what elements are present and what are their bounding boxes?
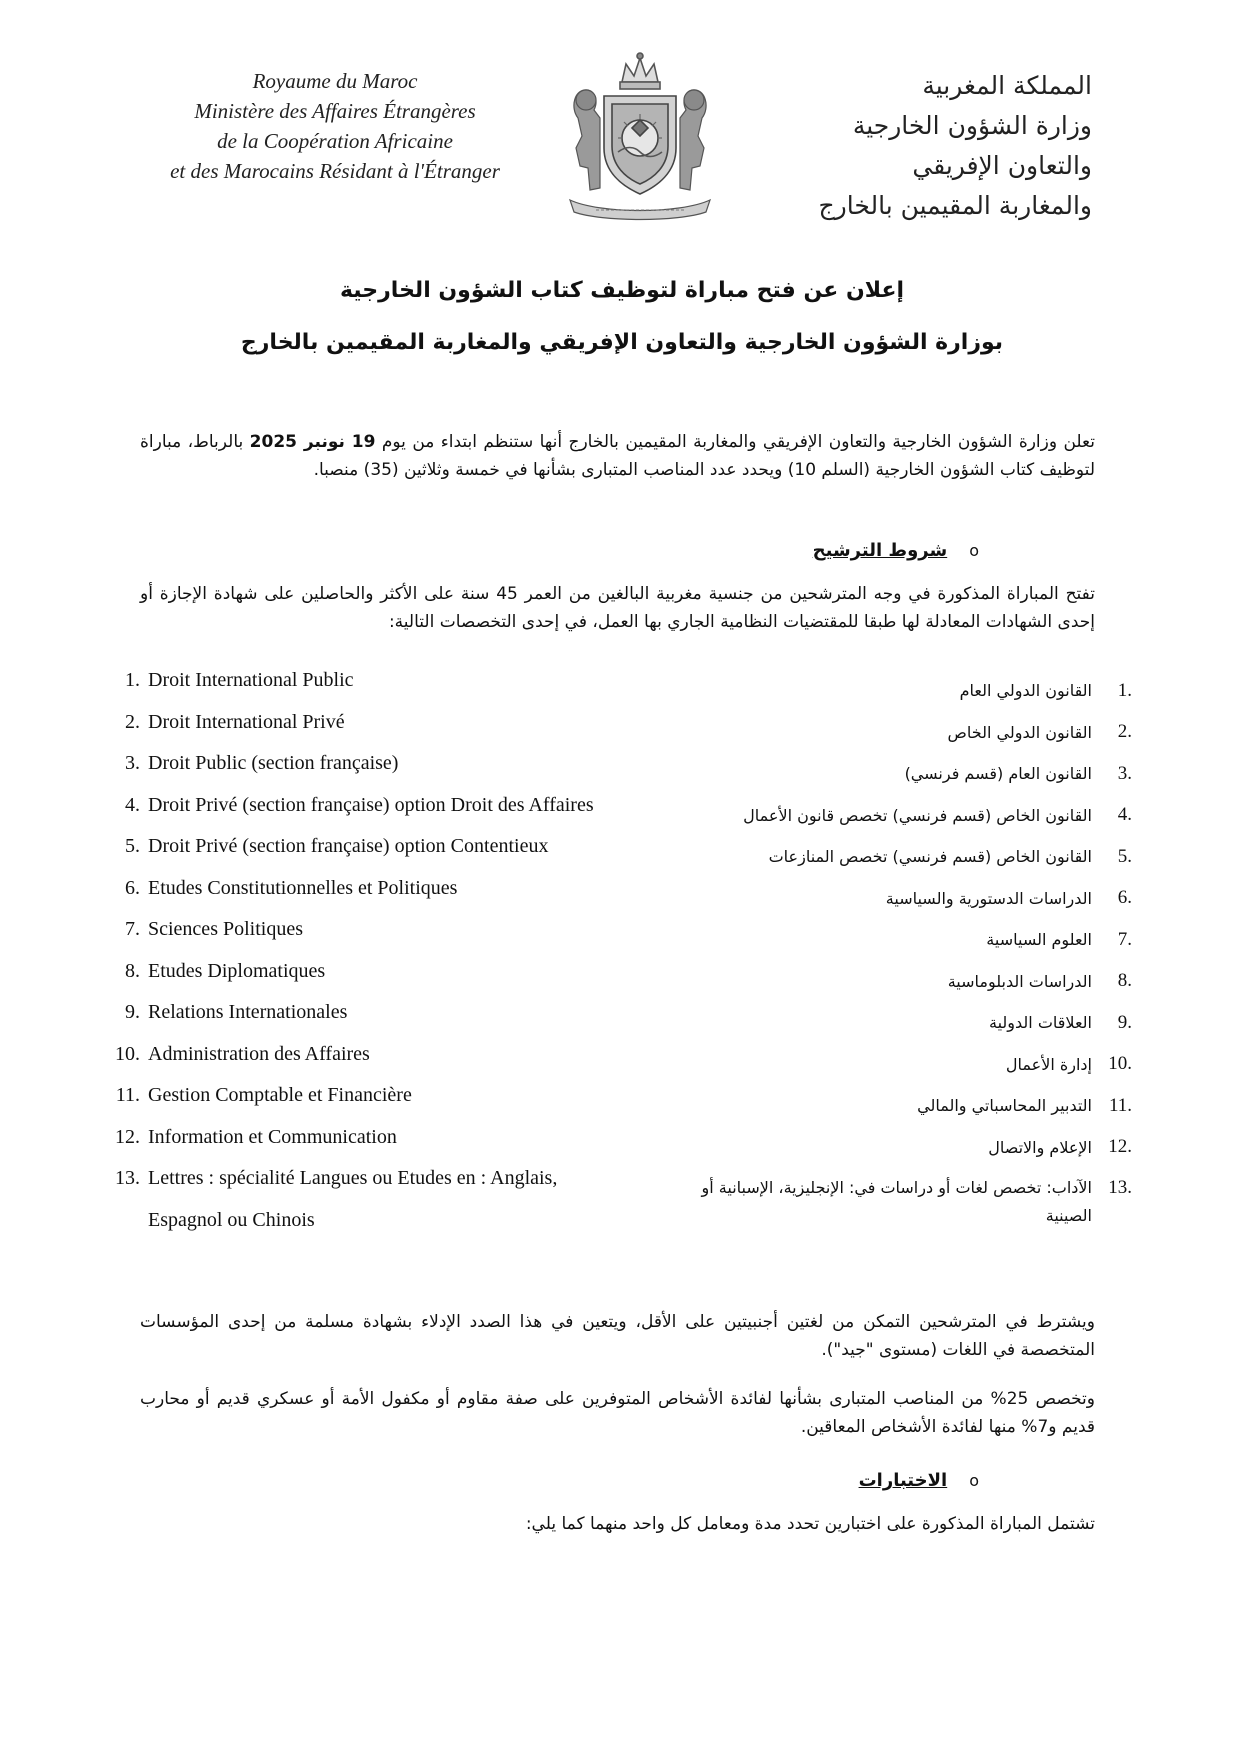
header-fr-line-1: Royaume du Maroc	[252, 69, 418, 93]
specialties-list-arabic	[692, 670, 1132, 1230]
list-item	[692, 1127, 1132, 1169]
tests-heading	[859, 1470, 979, 1491]
list-item	[692, 961, 1132, 1003]
list-item	[98, 1075, 618, 1117]
announcement-title-line-1: إعلان عن فتح مباراة لتوظيف كتاب الشؤون الخارجية	[339, 278, 905, 303]
list-item	[98, 743, 618, 785]
list-item	[98, 702, 618, 744]
list-item-label: إدارة الأعمال	[1005, 1054, 1092, 1074]
specialties-list-french	[98, 660, 618, 1241]
list-item-number: .13	[1108, 1177, 1132, 1198]
list-item-label: Etudes Constitutionnelles et Politiques	[148, 876, 458, 899]
list-item	[692, 1174, 1132, 1230]
header-fr-line-2: Ministère des Affaires Étrangères	[194, 99, 476, 123]
intro-part-2: بالرباط، مباراة لتوظيف كتاب الشؤون الخارجية (السلم 10) ويحدد عدد المناصب المتبارى بشأنها في خمسة وثلاثين (35) منصبا.	[140, 432, 1095, 480]
list-item-label: القانون الدولي العام	[959, 681, 1092, 701]
list-item	[98, 951, 618, 993]
header-ar-line-2: وزارة الشؤون الخارجية	[852, 111, 1092, 140]
list-item	[98, 1034, 618, 1076]
list-item-label: Droit International Public	[148, 669, 354, 691]
list-item-label: القانون الخاص (قسم فرنسي) تخصص المنازعات	[768, 847, 1092, 867]
list-item-label: Relations Internationales	[148, 1001, 348, 1023]
list-item-label: Etudes Diplomatiques	[148, 959, 326, 982]
list-item	[98, 868, 618, 910]
list-item	[692, 753, 1132, 795]
list-item-label: القانون العام (قسم فرنسي)	[904, 764, 1092, 784]
list-item-label: التدبير المحاسباتي والمالي	[917, 1096, 1092, 1116]
list-item-label: العلاقات الدولية	[989, 1013, 1092, 1033]
header-ar-line-4: والمغاربة المقيمين بالخارج	[818, 191, 1092, 220]
list-item-number: 4.	[125, 793, 140, 816]
list-item	[692, 836, 1132, 878]
conditions-heading-text: شروط الترشيح	[812, 540, 948, 561]
conditions-heading	[813, 540, 979, 561]
list-item	[692, 878, 1132, 920]
moroccan-coat-of-arms-icon	[560, 48, 720, 223]
list-item-number: 12.	[115, 1125, 140, 1148]
announcement-title-line-2: بوزارة الشؤون الخارجية والتعاون الإفريقي والمغاربة المقيمين بالخارج	[240, 330, 1004, 355]
header-french-block	[150, 66, 520, 186]
list-item-number: 1.	[125, 669, 140, 691]
conditions-paragraph: تفتح المباراة المذكورة في وجه المترشحين من جنسية مغربية البالغين من العمر 45 سنة على الأكثر والحاصلين على شهادة الإجازة أو إحدى الشهادات المعادلة لها طبقا للمقتضيات النظامية الجاري بها العمل، في إحدى التخصصات التالية:	[140, 584, 1096, 632]
list-item-number: .11	[1108, 1094, 1132, 1116]
intro-paragraph	[140, 428, 1095, 484]
list-item	[692, 1002, 1132, 1044]
list-item	[692, 1044, 1132, 1086]
list-item-number: 8.	[125, 959, 140, 982]
list-item-label: Sciences Politiques	[148, 918, 303, 940]
list-item-label: الإعلام والاتصال	[988, 1137, 1092, 1157]
list-item-label: Droit Privé (section française) option Droit des Affaires	[148, 793, 594, 816]
list-item-number: .5	[1117, 845, 1132, 867]
list-item-number: 13.	[115, 1167, 140, 1189]
list-item-label: Droit International Privé	[148, 710, 345, 733]
list-item	[692, 919, 1132, 961]
tests-heading-text: الاختبارات	[858, 1470, 948, 1491]
header-ar-line-1: المملكة المغربية	[922, 71, 1092, 100]
list-item-number: 3.	[125, 752, 140, 774]
intro-part-1: تعلن وزارة الشؤون الخارجية والتعاون الإفريقي والمغاربة المقيمين بالخارج أنها ستنظم ابتداء من يوم	[375, 432, 1095, 452]
header-fr-line-3: de la Coopération Africaine	[217, 129, 453, 153]
list-item	[98, 826, 618, 868]
list-item-label: Gestion Comptable et Financière	[148, 1084, 412, 1106]
list-item-number: .12	[1108, 1136, 1132, 1158]
tests-paragraph: تشتمل المباراة المذكورة على اختبارين تحدد مدة ومعامل كل واحد منهما كما يلي:	[525, 1514, 1095, 1534]
quota-paragraph: وتخصص 25% من المناصب المتبارى بشأنها لفائدة الأشخاص المتوفرين على صفة مقاوم أو مكفول الأمة أو عسكري قديم أو محارب قديم و7% منها لفائدة الأشخاص المعاقين.	[140, 1389, 1095, 1437]
list-item	[98, 785, 618, 827]
list-item-number: .6	[1117, 887, 1132, 909]
list-item-label: Information et Communication	[148, 1125, 397, 1148]
list-item	[98, 909, 618, 951]
list-item-label: Droit Public (section française)	[148, 752, 399, 774]
intro-date: 19 نونبر 2025	[249, 432, 376, 452]
list-item	[692, 795, 1132, 837]
list-item-number: .2	[1117, 721, 1132, 743]
list-item-number: 2.	[125, 710, 140, 733]
list-item	[692, 670, 1132, 712]
list-item-number: .9	[1117, 1011, 1132, 1033]
list-item-number: 5.	[125, 835, 140, 857]
list-item-number: 10.	[115, 1042, 140, 1065]
header-arabic-block	[792, 66, 1092, 226]
list-item	[692, 1085, 1132, 1127]
list-item-number: .10	[1108, 1053, 1132, 1075]
list-item-number: .7	[1117, 928, 1132, 950]
list-item-number: 9.	[125, 1001, 140, 1023]
list-item	[98, 992, 618, 1034]
list-item-label: Administration des Affaires	[148, 1042, 370, 1065]
list-item-label: القانون الدولي الخاص	[947, 722, 1092, 742]
list-item-label: الآداب: تخصص لغات أو دراسات في: الإنجليزية، الإسبانية أو الصينية	[701, 1178, 1092, 1225]
list-item-label: Lettres : spécialité Langues ou Etudes en : Anglais, Espagnol ou Chinois	[148, 1167, 558, 1231]
list-item-number: 6.	[125, 876, 140, 899]
header-fr-line-4: et des Marocains Résidant à l'Étranger	[170, 159, 500, 183]
list-item-label: Droit Privé (section française) option Contentieux	[148, 835, 549, 857]
list-item	[98, 1158, 618, 1241]
list-item	[98, 660, 618, 702]
list-item-label: الدراسات الدستورية والسياسية	[885, 888, 1092, 908]
list-item-number: .8	[1117, 970, 1132, 992]
header-ar-line-3: والتعاون الإفريقي	[912, 151, 1092, 180]
list-item-number: .1	[1117, 679, 1132, 701]
conditions-bullet: o	[969, 541, 979, 560]
list-item-number: .4	[1117, 804, 1132, 826]
tests-bullet: o	[969, 1471, 979, 1490]
list-item	[98, 1117, 618, 1159]
list-item	[692, 712, 1132, 754]
list-item-label: الدراسات الدبلوماسية	[947, 971, 1092, 991]
list-item-number: .3	[1117, 762, 1132, 784]
list-item-label: العلوم السياسية	[986, 930, 1092, 950]
languages-requirement-paragraph: ويشترط في المترشحين التمكن من لغتين أجنبيتين على الأقل، ويتعين في هذا الصدد الإدلاء بشهادة مسلمة من إحدى المؤسسات المتخصصة في اللغات (مستوى "جيد").	[140, 1312, 1095, 1360]
list-item-number: 11.	[115, 1084, 140, 1106]
list-item-label: القانون الخاص (قسم فرنسي) تخصص قانون الأعمال	[743, 805, 1092, 825]
list-item-number: 7.	[125, 918, 140, 940]
